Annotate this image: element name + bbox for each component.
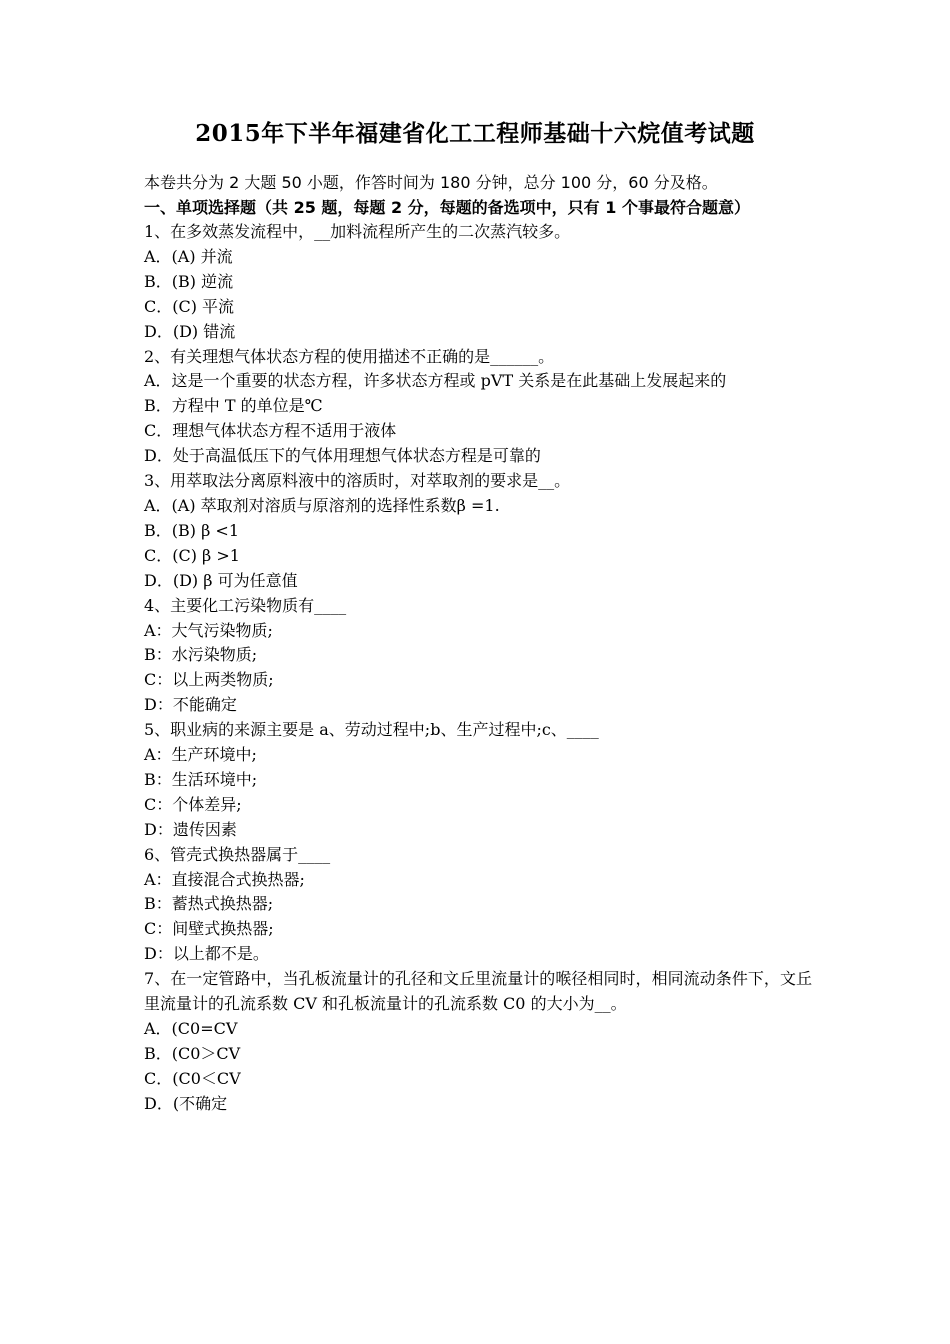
question-option: B．(B) β <1 (144, 520, 240, 540)
question-option: A：大气污染物质; (144, 620, 273, 640)
question-option: D．(不确定 (144, 1093, 228, 1113)
question-option: C．(C0＜CV (144, 1068, 241, 1088)
question-option: A：直接混合式换热器; (144, 869, 305, 889)
question-option: D．(D) β 可为任意值 (144, 570, 298, 590)
question-option: C：以上两类物质; (144, 670, 274, 690)
question-option: D．处于高温低压下的气体用理想气体状态方程是可靠的 (144, 446, 541, 466)
question-stem: 3、用萃取法分离原料液中的溶质时，对萃取剂的要求是__。 (144, 471, 571, 491)
question-stem: 6、管壳式换热器属于____ (144, 844, 331, 864)
question-option: D．(D) 错流 (144, 321, 236, 341)
document-title: 2015年下半年福建省化工工程师基础十六烷值考试题 (195, 120, 755, 147)
question-option: C．(C) β >1 (144, 545, 240, 565)
question-option: D：以上都不是。 (144, 944, 269, 964)
document-body (144, 171, 812, 1117)
question-stem: 5、职业病的来源主要是 a、劳动过程中;b、生产过程中;c、____ (144, 720, 599, 740)
question-option: A．(A) 萃取剂对溶质与原溶剂的选择性系数β =1. (144, 495, 500, 515)
question-stem: 1、在多效蒸发流程中，__加料流程所产生的二次蒸汽较多。 (144, 222, 571, 241)
question-stem: 2、有关理想气体状态方程的使用描述不正确的是______。 (144, 346, 555, 366)
question-option: A．这是一个重要的状态方程，许多状态方程或 pVT 关系是在此基础上发展起来的 (144, 371, 727, 391)
question-option: B．方程中 T 的单位是℃ (144, 396, 323, 416)
question-option: A：生产环境中; (144, 745, 257, 765)
question-option: C．(C) 平流 (144, 296, 235, 316)
section-heading: 一、单项选择题（共 25 题，每题 2 分，每题的备选项中，只有 1 个事最符合题意） (144, 197, 750, 217)
question-option: B：水污染物质; (144, 645, 258, 665)
question-option: B．(B) 逆流 (144, 271, 234, 291)
question-option: A．(A) 并流 (144, 246, 233, 266)
question-option: B：蓄热式换热器; (144, 894, 274, 914)
question-option: B．(C0＞CV (144, 1043, 241, 1063)
question-option: C：间壁式换热器; (144, 919, 274, 939)
question-stem: 7、在一定管路中，当孔板流量计的孔径和文丘里流量计的喉径相同时，相同流动条件下，文丘里流量计的孔流系数 CV 和孔板流量计的孔流系数 C0 的大小为__。 (144, 969, 812, 1014)
question-option: C：个体差异; (144, 794, 242, 814)
question-stem: 4、主要化工污染物质有____ (144, 595, 347, 615)
question-option: C．理想气体状态方程不适用于液体 (144, 421, 397, 441)
question-option: B：生活环境中; (144, 769, 258, 789)
question-option: D：遗传因素 (144, 819, 237, 839)
question-option: D：不能确定 (144, 695, 237, 715)
question-option: A．(C0=CV (144, 1019, 238, 1038)
exam-intro: 本卷共分为 2 大题 50 小题，作答时间为 180 分钟，总分 100 分，60 分及格。 (144, 173, 718, 192)
